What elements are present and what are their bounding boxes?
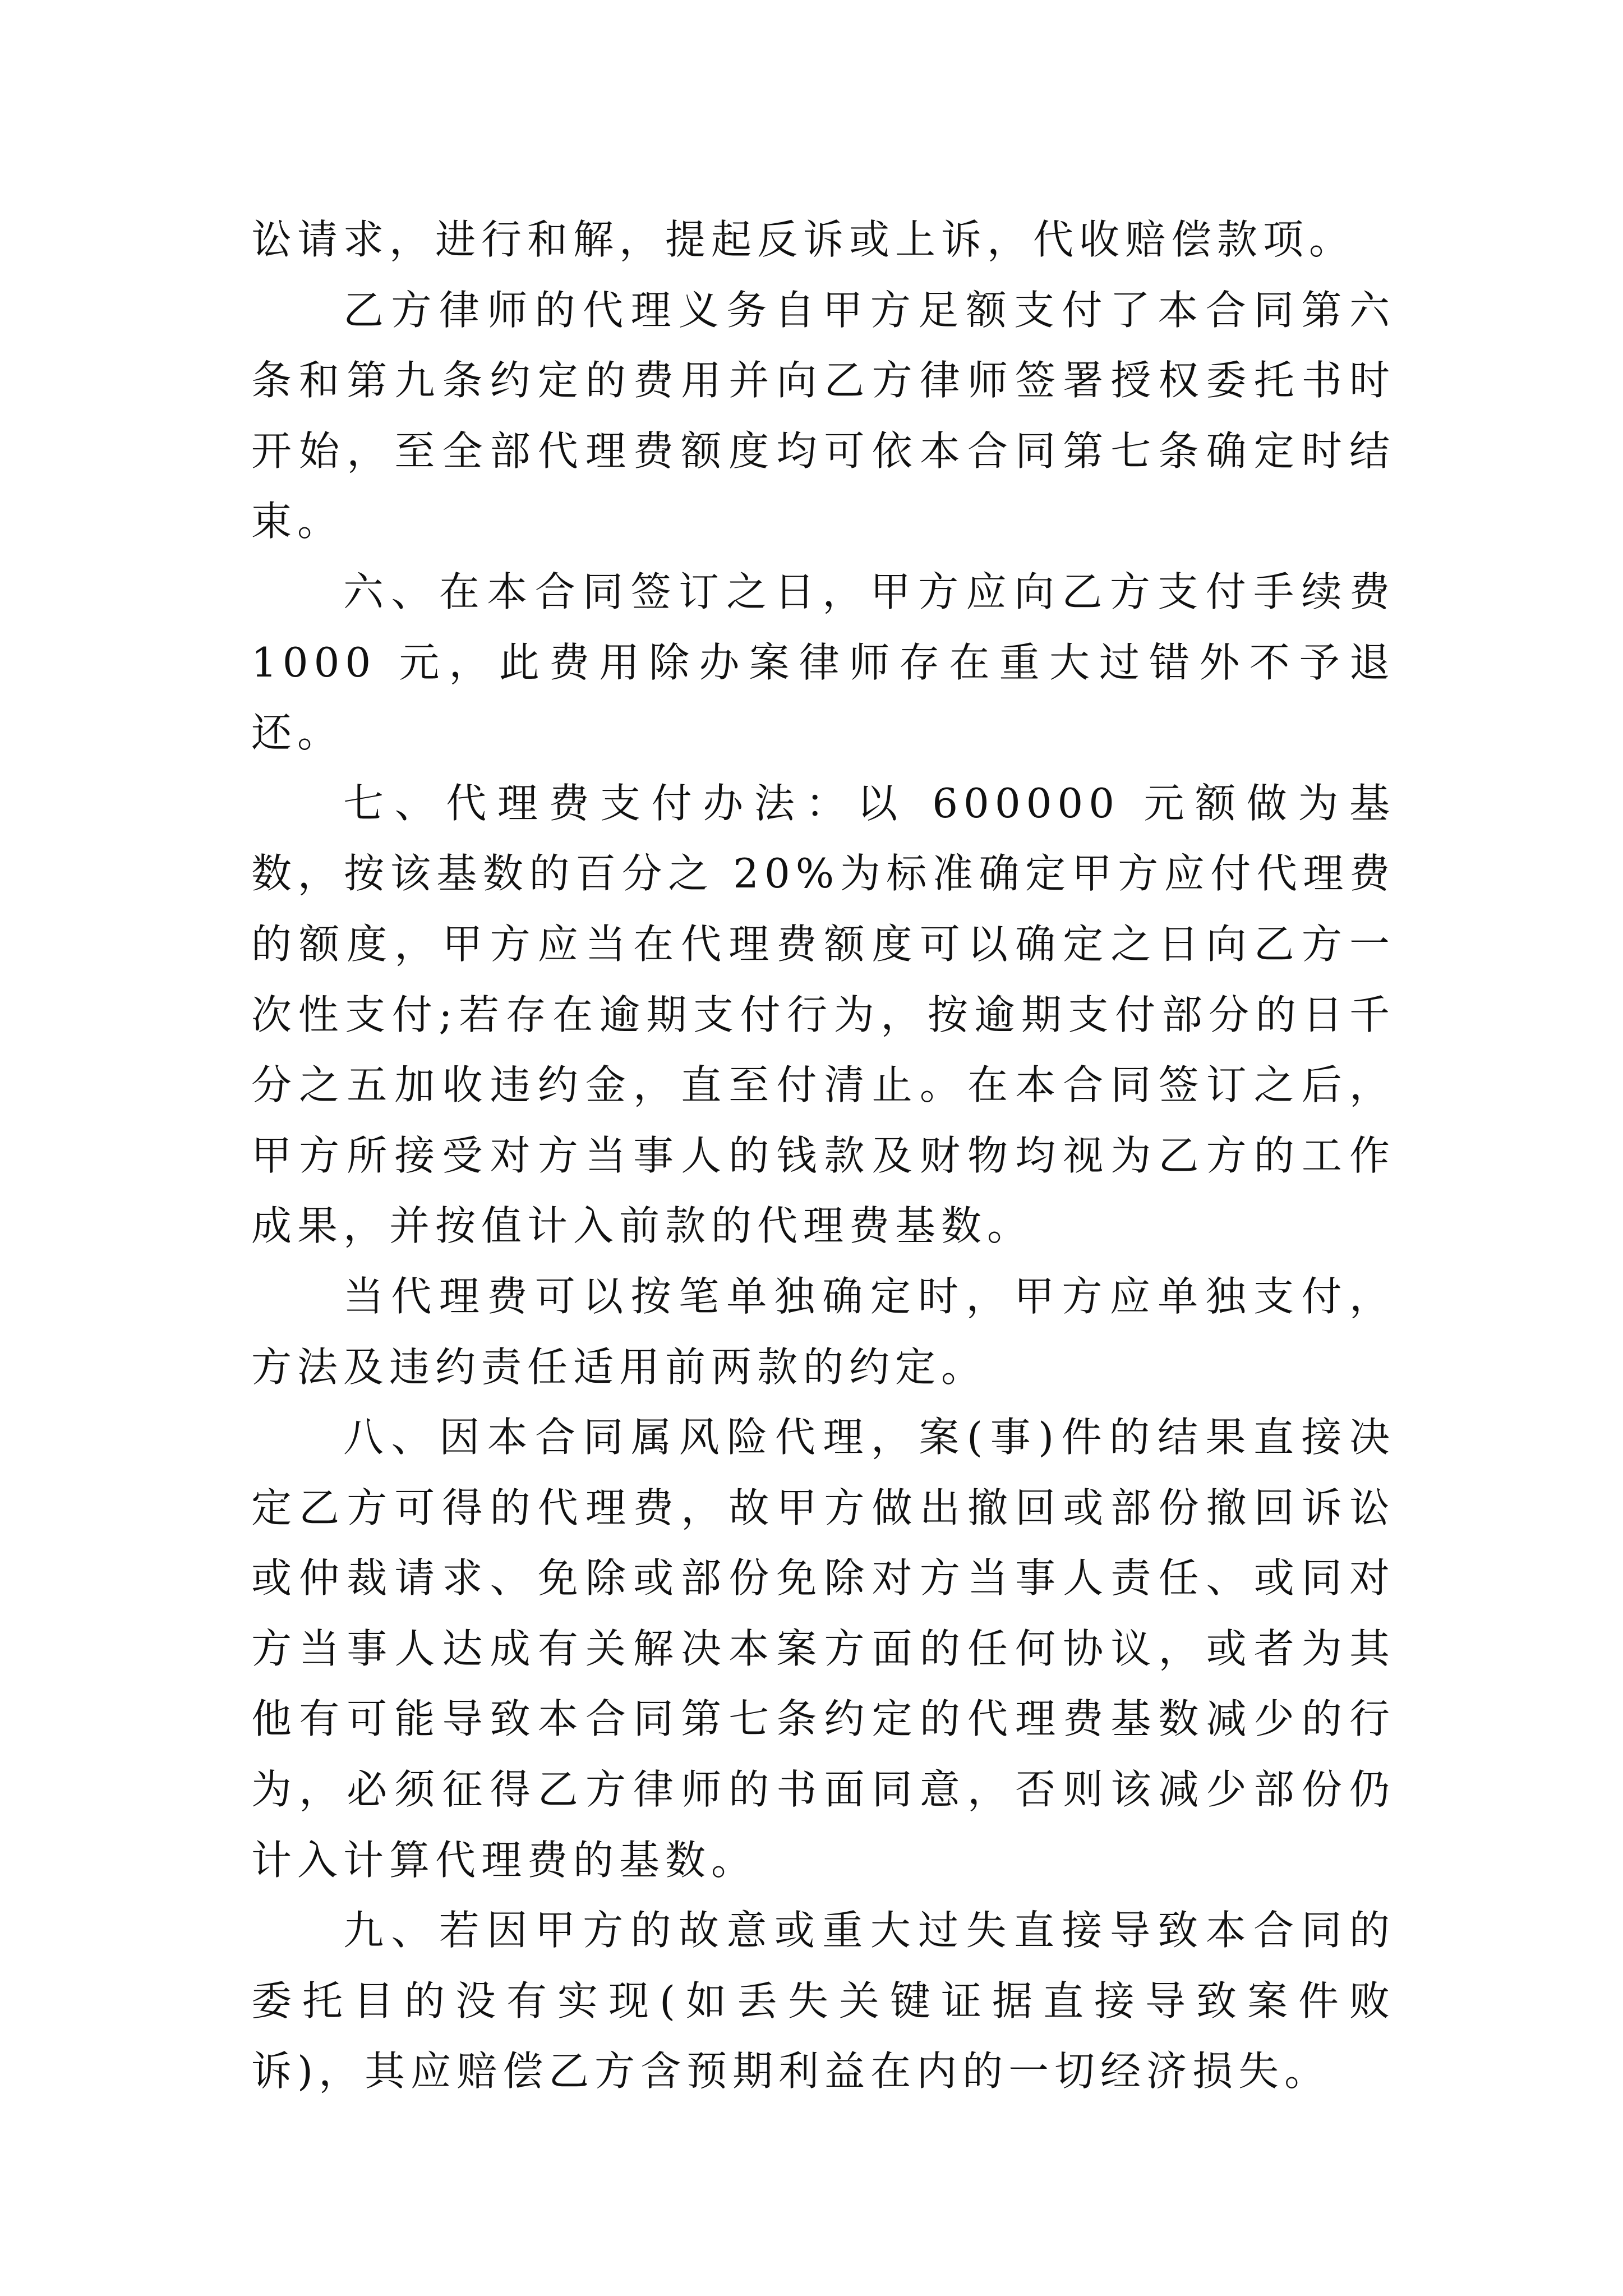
paragraph-continuation: 讼请求，进行和解，提起反诉或上诉，代收赔偿款项。 <box>251 216 1355 263</box>
paragraph-clause-6: 六、在本合同签订之日，甲方应向乙方支付手续费 1000 元，此费用除办案律师存在重大过错外不予退还。 <box>251 568 1395 757</box>
paragraph-separate-payment: 当代理费可以按笔单独确定时，甲方应单独支付，方法及违约责任适用前两款的约定。 <box>251 1272 1395 1391</box>
paragraph-clause-7: 七、代理费支付办法：以 600000 元额做为基数，按该基数的百分之 20%为标准确定甲方应付代理费的额度，甲方应当在代理费额度可以确定之日向乙方一次性支付;若存在逾期支付行为，按逾期支付部分的日千分之五加收违约金，直至付清止。在本合同签订之后，甲方所接受对方当事人的钱款及财物均视为乙方的工作成果，并按值计入前款的代理费基数。 <box>251 779 1395 1250</box>
paragraph-clause-9: 九、若因甲方的故意或重大过失直接导致本合同的委托目的没有实现(如丢失关键证据直接导致案件败诉)，其应赔偿乙方含预期利益在内的一切经济损失。 <box>251 1907 1395 2095</box>
contract-body <box>251 205 1395 2107</box>
paragraph-agency-obligation: 乙方律师的代理义务自甲方足额支付了本合同第六条和第九条约定的费用并向乙方律师签署授权委托书时开始，至全部代理费额度均可依本合同第七条确定时结束。 <box>251 286 1395 545</box>
paragraph-clause-8: 八、因本合同属风险代理，案(事)件的结果直接决定乙方可得的代理费，故甲方做出撤回或部份撤回诉讼或仲裁请求、免除或部份免除对方当事人责任、或同对方当事人达成有关解决本案方面的任何协议，或者为其他有可能导致本合同第七条约定的代理费基数减少的行为，必须征得乙方律师的书面同意，否则该减少部份仍计入计算代理费的基数。 <box>251 1414 1395 1884</box>
